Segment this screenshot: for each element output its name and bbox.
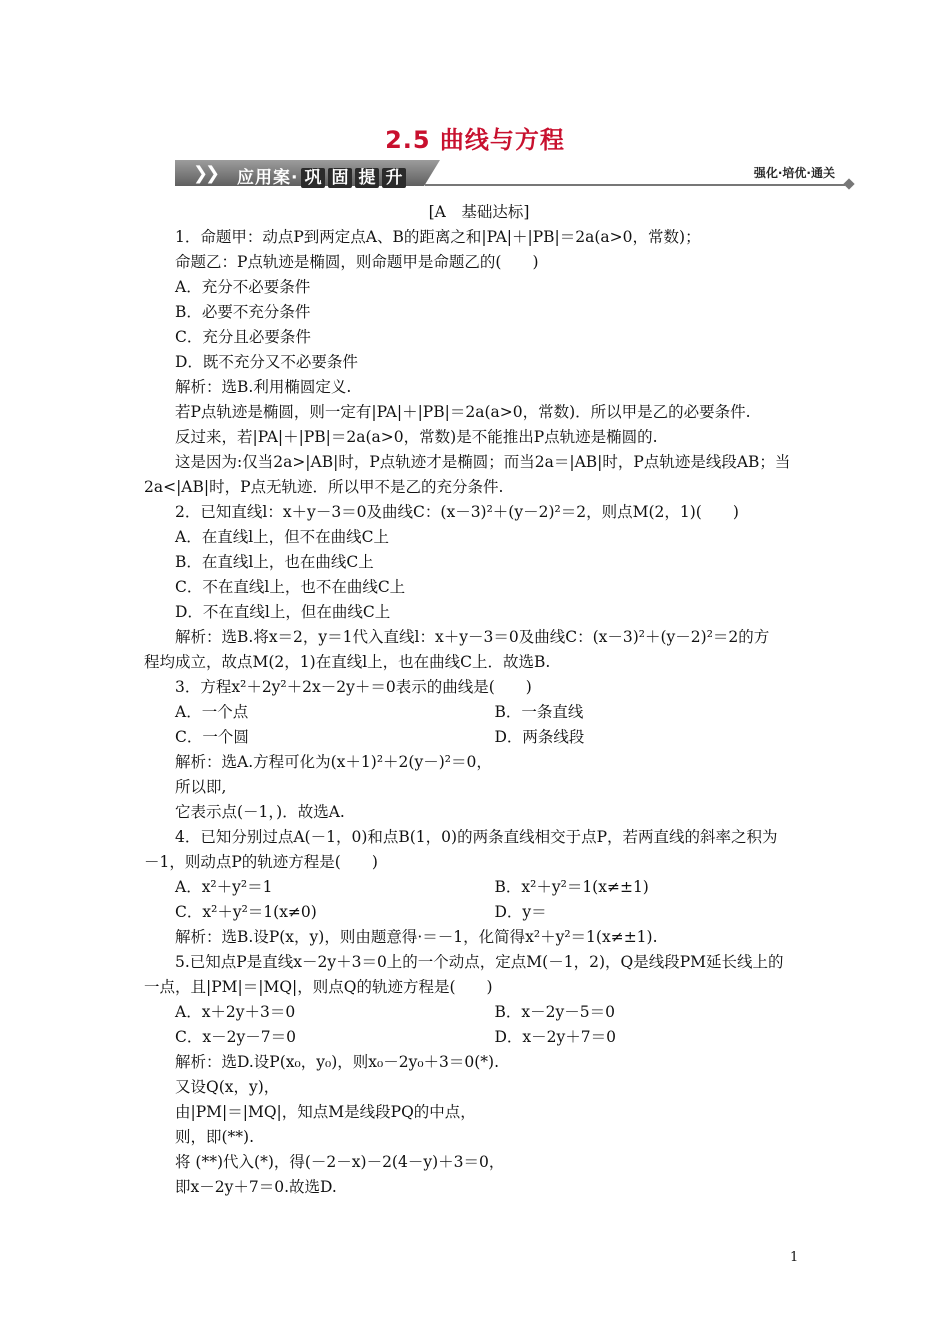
chevron-right-icon: ❯ xyxy=(193,163,209,184)
text-line: 2．已知直线l：x＋y－3＝0及曲线C：(x－3)²＋(y－2)²＝2，则点M(2，1)( ) xyxy=(175,503,739,521)
option-row xyxy=(144,725,814,750)
text-line: 解析：选B.将x＝2，y＝1代入直线l：x＋y－3＝0及曲线C：(x－3)²＋(y－2)²＝2的方 xyxy=(175,628,770,646)
option-row xyxy=(144,875,814,900)
banner-label: 应用案· 巩 固 提 升 xyxy=(237,163,406,188)
text-line: 又设Q(x，y)， xyxy=(175,1078,280,1096)
text-line: 反过来，若|PA|＋|PB|＝2a(a>0，常数)是不能推出P点轨迹是椭圆的. xyxy=(175,428,658,446)
text-line: 这是因为:仅当2a>|AB|时，P点轨迹才是椭圆；而当2a＝|AB|时，P点轨迹是线段AB；当 xyxy=(175,453,791,471)
option: B．x²＋y²＝1(x≠±1) xyxy=(494,878,649,896)
text-line: 将 (**)代入(*)，得(－2－x)－2(4－y)＋3＝0， xyxy=(175,1153,505,1171)
option: D．y＝ xyxy=(494,903,547,921)
option-line: B．在直线l上，也在曲线C上 xyxy=(175,553,374,571)
option-row xyxy=(144,1000,814,1025)
text-line: 命题乙：P点轨迹是椭圆，则命题甲是命题乙的( ) xyxy=(175,253,539,271)
option-line: A．充分不必要条件 xyxy=(175,278,311,296)
text-line: 程均成立，故点M(2，1)在直线l上，也在曲线C上．故选B. xyxy=(144,653,551,671)
section-heading: [A 基础达标] xyxy=(428,203,530,221)
page-title: 2.5 曲线与方程 xyxy=(385,126,565,154)
text-line: 1．命题甲：动点P到两定点A、B的距离之和|PA|＋|PB|＝2a(a>0，常数)； xyxy=(175,228,701,246)
text-line: 即x－2y＋7＝0.故选D. xyxy=(175,1178,337,1196)
chevron-right-icon: ❯ xyxy=(205,163,221,184)
text-line: 若P点轨迹是椭圆，则一定有|PA|＋|PB|＝2a(a>0，常数)．所以甲是乙的必要条件. xyxy=(175,403,751,421)
text-line: 解析：选A.方程可化为(x＋1)²＋2(y－)²＝0， xyxy=(175,753,492,771)
text-line: 所以即, xyxy=(175,778,227,796)
option-line: D．既不充分又不必要条件 xyxy=(175,353,358,371)
document-body xyxy=(144,200,814,1200)
text-line: 解析：选B.设P(x，y)，则由题意得·＝－1，化简得x²＋y²＝1(x≠±1). xyxy=(175,928,658,946)
text-line: 3．方程x²＋2y²＋2x－2y＋＝0表示的曲线是( ) xyxy=(175,678,532,696)
text-line: 由|PM|＝|MQ|，知点M是线段PQ的中点， xyxy=(175,1103,476,1121)
option: D．两条线段 xyxy=(494,728,585,746)
option-line: C．不在直线l上，也不在曲线C上 xyxy=(175,578,406,596)
option-line: D．不在直线l上，但在曲线C上 xyxy=(175,603,391,621)
option: C．x－2y－7＝0 xyxy=(175,1028,296,1046)
option-row xyxy=(144,900,814,925)
option-row xyxy=(144,1025,814,1050)
text-line: 则，即(**). xyxy=(175,1128,255,1146)
option: D．x－2y＋7＝0 xyxy=(494,1028,617,1046)
text-line: 解析：选D.设P(x₀，y₀)，则x₀－2y₀＋3＝0(*). xyxy=(175,1053,500,1071)
text-line: 5.已知点P是直线x－2y＋3＝0上的一个动点，定点M(－1，2)，Q是线段PM延长线上的 xyxy=(175,953,784,971)
option-line: A．在直线l上，但不在曲线C上 xyxy=(175,528,390,546)
option: A．x＋2y＋3＝0 xyxy=(175,1003,296,1021)
text-line: 它表示点(－1，)．故选A. xyxy=(175,803,345,821)
text-line: 2a<|AB|时，P点无轨迹．所以甲不是乙的充分条件. xyxy=(144,478,504,496)
page-number: 1 xyxy=(790,1250,799,1265)
option-line: B．必要不充分条件 xyxy=(175,303,311,321)
option-line: C．充分且必要条件 xyxy=(175,328,311,346)
diamond-icon xyxy=(843,178,854,189)
text-line: 解析：选B.利用椭圆定义. xyxy=(175,378,352,396)
option: B．一条直线 xyxy=(494,703,584,721)
option: B．x－2y－5＝0 xyxy=(494,1003,615,1021)
text-line: 4．已知分别过点A(－1，0)和点B(1，0)的两条直线相交于点P，若两直线的斜率之积为 xyxy=(175,828,778,846)
section-banner xyxy=(175,160,855,190)
option: C．一个圆 xyxy=(175,728,249,746)
option-row xyxy=(144,700,814,725)
option: C．x²＋y²＝1(x≠0) xyxy=(175,903,317,921)
option: A．一个点 xyxy=(175,703,249,721)
banner-tagline: 强化·培优·通关 xyxy=(753,166,835,180)
option: A．x²＋y²＝1 xyxy=(175,878,273,896)
text-line: 一点，且|PM|＝|MQ|，则点Q的轨迹方程是( ) xyxy=(144,978,493,996)
text-line: －1，则动点P的轨迹方程是( ) xyxy=(144,853,378,871)
banner-rule xyxy=(425,184,845,186)
